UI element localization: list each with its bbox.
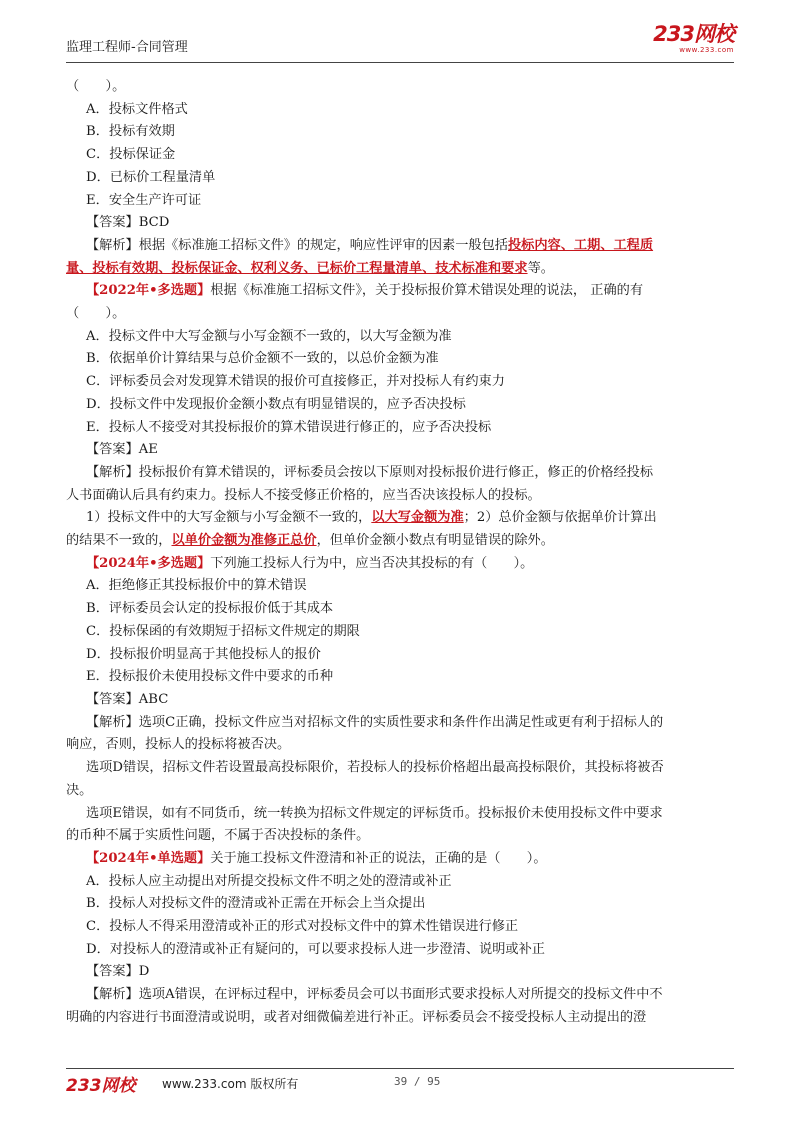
option-e: E．投标人不接受对其投标报价的算术错误进行修正的，应予否决投标 [86, 419, 492, 435]
analysis-line: 【解析】根据《标准施工招标文件》的规定，响应性评审的因素一般包括投标内容、工期、工程质 [86, 237, 654, 253]
question-header: 【2024年•单选题】关于施工投标文件澄清和补正的说法，正确的是（ ）。 [86, 850, 547, 866]
analysis-line: 人书面确认后具有约束力。投标人不接受修正价格的，应当否决该投标人的投标。 [66, 487, 541, 503]
answer: 【答案】ABC [86, 691, 169, 707]
highlight-text: 投标内容、工期、工程质 [508, 237, 654, 253]
option-b: B．评标委员会认定的投标报价低于其成本 [86, 601, 334, 617]
analysis-line: 决。 [66, 782, 93, 798]
option-c: C．投标保函的有效期短于招标文件规定的期限 [86, 623, 360, 639]
analysis-line: 的结果不一致的，以单价金额为准修正总价，但单价金额小数点有明显错误的除外。 [66, 533, 554, 549]
footer-logo: 233网校 [66, 1076, 136, 1096]
analysis-line: 【解析】选项C正确，投标文件应当对招标文件的实质性要求和条件作出满足性或更有利于招标人的 [86, 714, 664, 730]
question-header: 【2024年•多选题】下列施工投标人行为中，应当否决其投标的有（ ）。 [86, 555, 534, 571]
brand-logo [653, 22, 734, 54]
option-d: D．投标文件中发现报价金额小数点有明显错误的，应予否决投标 [86, 396, 466, 412]
analysis-line: 选项E错误，如有不同货币，统一转换为招标文件规定的评标货币。投标报价未使用投标文件中要求 [86, 805, 663, 821]
question-stem-end: （ ）。 [66, 306, 126, 322]
analysis-line: 量、投标有效期、投标保证金、权利义务、已标价工程量清单、技术标准和要求等。 [66, 260, 554, 276]
page-header [66, 22, 734, 63]
option-c: C．评标委员会对发现算术错误的报价可直接修正，并对投标人有约束力 [86, 374, 505, 390]
question-tag: 【2024年•多选题】 [86, 555, 211, 571]
question-tag: 【2024年•单选题】 [86, 850, 211, 866]
highlight-text: 量、投标有效期、投标保证金、权利义务、已标价工程量清单、技术标准和要求 [66, 260, 528, 276]
highlight-text: 以大写金额为准 [371, 510, 464, 526]
page-footer [66, 1068, 734, 1099]
option-b: B．投标有效期 [86, 124, 175, 140]
answer: 【答案】D [86, 964, 150, 980]
option-c: C．投标保证金 [86, 147, 176, 163]
analysis-line: 【解析】投标报价有算术错误的，评标委员会按以下原则对投标报价进行修正，修正的价格经投标 [86, 464, 654, 480]
option-d: D．对投标人的澄清或补正有疑问的，可以要求投标人进一步澄清、说明或补正 [86, 941, 545, 957]
analysis-line: 1）投标文件中的大写金额与小写金额不一致的，以大写金额为准；2）总价金额与依据单价计算出 [86, 510, 657, 526]
analysis-line: 明确的内容进行书面澄清或说明，或者对细微偏差进行补正。评标委员会不接受投标人主动提出的澄 [66, 1009, 647, 1025]
option-d: D．已标价工程量清单 [86, 169, 216, 185]
option-b: B．依据单价计算结果与总价金额不一致的，以总价金额为准 [86, 351, 439, 367]
option-e: E．投标报价未使用投标文件中要求的币种 [86, 669, 333, 685]
option-d: D．投标报价明显高于其他投标人的报价 [86, 646, 321, 662]
page-number: 39 / 95 [394, 1075, 441, 1088]
analysis-line: 响应，否则，投标人的投标将被否决。 [66, 737, 291, 753]
question-header: 【2022年•多选题】根据《标准施工招标文件》，关于投标报价算术错误处理的说法， 正确的有 [86, 283, 644, 299]
analysis-line: 的币种不属于实质性问题，不属于否决投标的条件。 [66, 828, 370, 844]
analysis-line: 【解析】选项A错误，在评标过程中，评标委员会可以书面形式要求投标人对所提交的投标文件中不 [86, 987, 663, 1003]
analysis-line: 选项D错误，招标文件若设置最高投标限价，若投标人的投标价格超出最高投标限价，其投标将被否 [86, 760, 664, 776]
document-body [66, 76, 736, 1030]
option-b: B．投标人对投标文件的澄清或补正需在开标会上当众提出 [86, 896, 426, 912]
document-title: 监理工程师-合同管理 [66, 40, 188, 55]
option-a: A．投标文件格式 [86, 101, 188, 117]
answer: 【答案】BCD [86, 215, 170, 231]
question-stem-end: （ ）。 [66, 79, 126, 94]
highlight-text: 以单价金额为准修正总价 [171, 533, 317, 549]
logo-url: www.233.com [679, 46, 734, 54]
option-e: E．安全生产许可证 [86, 192, 202, 208]
option-a: A．拒绝修正其投标报价中的算术错误 [86, 578, 307, 594]
logo-text: 233网校 [653, 22, 734, 46]
option-a: A．投标人应主动提出对所提交投标文件不明之处的澄清或补正 [86, 873, 452, 889]
question-tag: 【2022年•多选题】 [86, 283, 211, 299]
option-a: A．投标文件中大写金额与小写金额不一致的，以大写金额为准 [86, 328, 452, 344]
copyright-text: www.233.com 版权所有 [162, 1077, 299, 1091]
option-c: C．投标人不得采用澄清或补正的形式对投标文件中的算术性错误进行修正 [86, 919, 519, 935]
answer: 【答案】AE [86, 442, 158, 458]
